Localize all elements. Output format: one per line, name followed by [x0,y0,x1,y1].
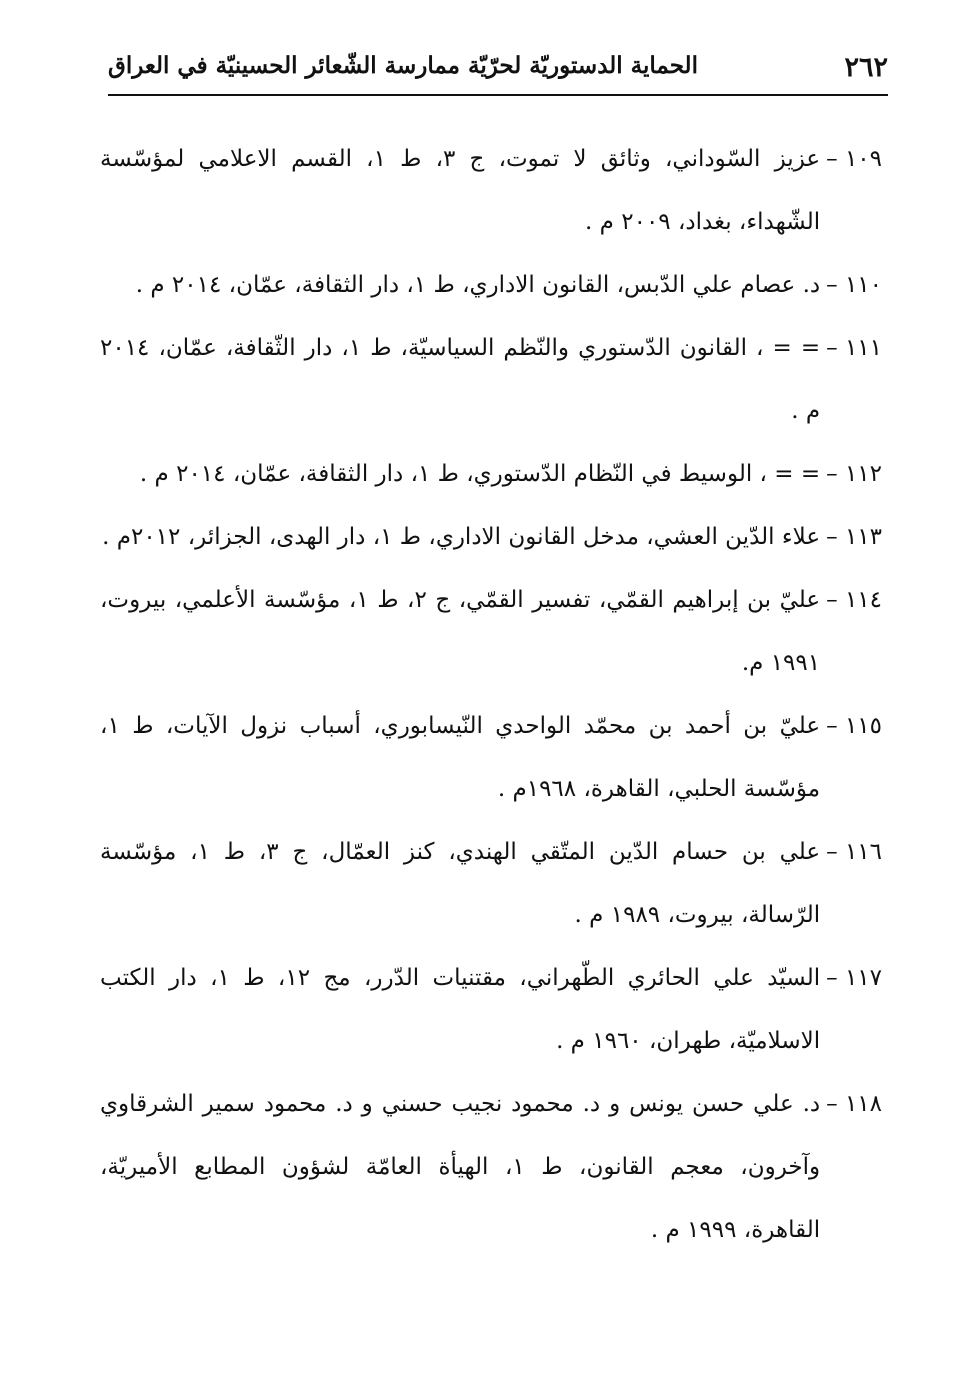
entry-number: ١١٦ – [826,839,882,865]
entry-number: ١٠٩ – [826,146,882,172]
bibliography-entry-117 [100,947,882,1073]
bibliography-list [100,128,882,1262]
bibliography-entry-112 [100,443,882,506]
page-number: ٢٦٢ [844,52,888,83]
entry-text: د. عصام علي الدّبس، القانون الاداري، ط ١، دار الثقافة، عمّان، ٢٠١٤ م . [135,272,821,298]
entry-text: د. علي حسن يونس و د. محمود نجيب حسني و د. محمود سمير الشرقاوي وآخرون، معجم القانون، ط ١، الهيأة العامّة لشؤون المطابع الأميريّة، القاهرة، ١٩٩٩ م . [100,1091,821,1243]
entry-text: عزيز السّوداني، وثائق لا تموت، ج ٣، ط ١، القسم الاعلامي لمؤسّسة الشّهداء، بغداد، ٢٠٠٩ م . [100,146,821,235]
entry-text: عليّ بن إبراهيم القمّي، تفسير القمّي، ج ٢، ط ١، مؤسّسة الأعلمي، بيروت، ١٩٩١ م. [100,587,821,676]
bibliography-entry-115 [100,695,882,821]
entry-number: ١١٧ – [826,965,882,991]
bibliography-entry-110 [100,254,882,317]
entry-number: ١١٣ – [826,524,882,550]
entry-number: ١١٥ – [826,713,882,739]
header-rule [108,94,888,96]
bibliography-entry-111 [100,317,882,443]
entry-text: = = ، القانون الدّستوري والنّظم السياسيّة، ط ١، دار الثّقافة، عمّان، ٢٠١٤ م . [100,335,821,424]
running-title: الحماية الدستوريّة لحرّيّة ممارسة الشّعائر الحسينيّة في العراق [108,52,698,79]
entry-number: ١١٠ – [826,272,882,298]
entry-text: علاء الدّين العشي، مدخل القانون الاداري، ط ١، دار الهدى، الجزائر، ٢٠١٢م . [102,524,821,550]
bibliography-entry-114 [100,569,882,695]
entry-text: عليّ بن أحمد بن محمّد الواحدي النّيسابوري، أسباب نزول الآيات، ط ١، مؤسّسة الحلبي، القاهرة، ١٩٦٨م . [100,713,821,802]
entry-number: ١١٨ – [826,1091,882,1117]
bibliography-entry-113 [100,506,882,569]
page-header [108,50,888,94]
entry-text: السيّد علي الحائري الطّهراني، مقتنيات الدّرر، مج ١٢، ط ١، دار الكتب الاسلاميّة، طهران، ١٩٦٠ م . [100,965,821,1054]
entry-text: = = ، الوسيط في النّظام الدّستوري، ط ١، دار الثقافة، عمّان، ٢٠١٤ م . [139,461,821,487]
bibliography-entry-116 [100,821,882,947]
entry-text: علي بن حسام الدّين المتّقي الهندي، كنز العمّال، ج ٣، ط ١، مؤسّسة الرّسالة، بيروت، ١٩٨٩ م . [100,839,821,928]
entry-number: ١١١ – [826,335,882,361]
bibliography-entry-109 [100,128,882,254]
entry-number: ١١٤ – [826,587,882,613]
entry-number: ١١٢ – [826,461,882,487]
bibliography-entry-118 [100,1073,882,1262]
